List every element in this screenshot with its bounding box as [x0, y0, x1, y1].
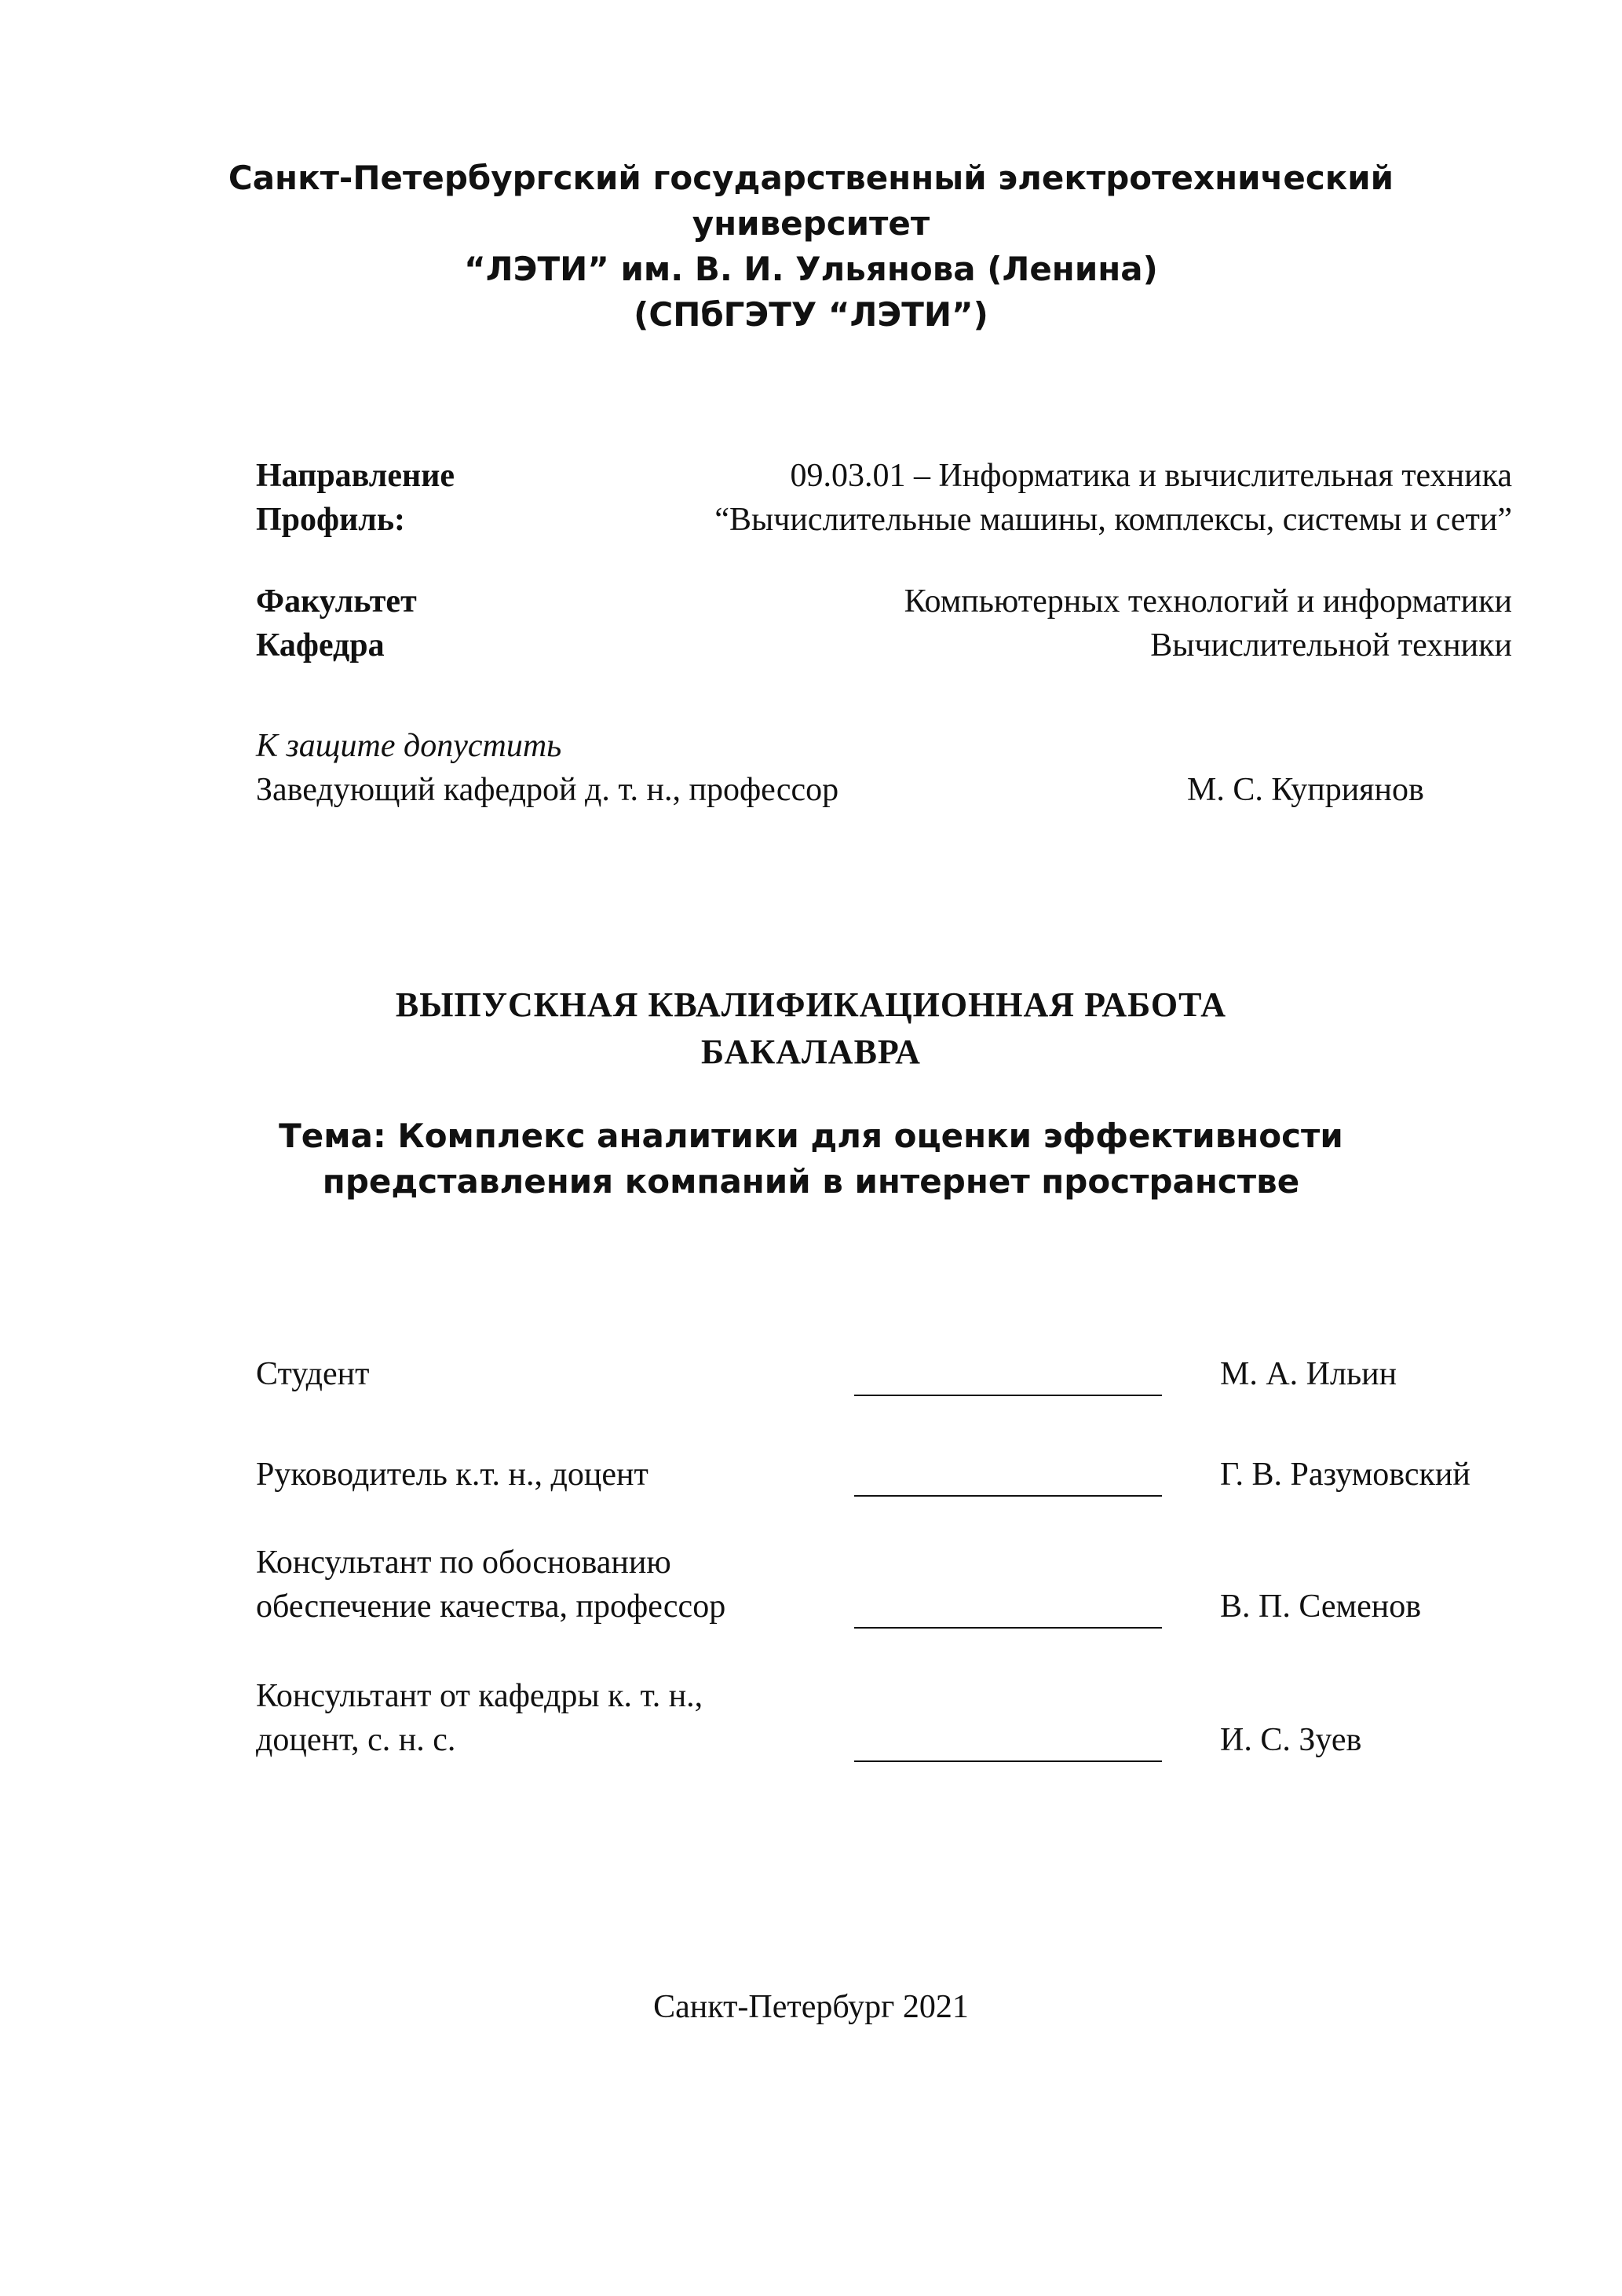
university-abbreviation: (СПбГЭТУ “ЛЭТИ”): [634, 295, 988, 334]
signature-role: Консультант по обоснованию: [256, 1545, 671, 1581]
signature-role: Консультант от кафедры к. т. н.,: [256, 1678, 703, 1714]
work-theme-line2: представления компаний в интернет пространстве: [322, 1162, 1300, 1201]
university-name-line1: Санкт-Петербургский государственный электротехнический: [228, 159, 1394, 197]
direction-value: 09.03.01 – Информатика и вычислительная техника: [790, 458, 1512, 494]
signature-role: Руководитель к.т. н., доцент: [256, 1457, 648, 1493]
signature-name: М. А. Ильин: [1220, 1356, 1397, 1392]
university-header: [0, 155, 1622, 338]
signature-name: И. С. Зуев: [1220, 1722, 1362, 1758]
signature-line: [854, 1627, 1162, 1629]
department-value: Вычислительной техники: [1150, 627, 1512, 664]
work-title: [0, 982, 1622, 1076]
signature-name: В. П. Семенов: [1220, 1589, 1422, 1625]
work-title-line1: ВЫПУСКНАЯ КВАЛИФИКАЦИОННАЯ РАБОТА: [395, 985, 1227, 1024]
work-theme-line1: Тема: Комплекс аналитики для оценки эффективности: [279, 1117, 1343, 1155]
university-name-line2: университет: [692, 204, 930, 243]
profile-label: Профиль:: [256, 502, 406, 538]
work-theme: [0, 1113, 1622, 1205]
department-label: Кафедра: [256, 627, 385, 664]
city-year: Санкт-Петербург 2021: [653, 1989, 969, 2025]
direction-label: Направление: [256, 458, 455, 494]
signature-role-cont: доцент, с. н. с.: [256, 1722, 456, 1758]
faculty-value: Компьютерных технологий и информатики: [904, 583, 1512, 620]
signature-line: [854, 1760, 1162, 1762]
signature-role: Студент: [256, 1356, 370, 1392]
university-name-line3: “ЛЭТИ” им. В. И. Ульянова (Ленина): [464, 250, 1158, 288]
signature-role-cont: обеспечение качества, профессор: [256, 1589, 726, 1625]
profile-value: “Вычислительные машины, комплексы, системы и сети”: [714, 502, 1512, 538]
signature-line: [854, 1495, 1162, 1497]
signature-line: [854, 1395, 1162, 1396]
signature-name: Г. В. Разумовский: [1220, 1457, 1470, 1493]
approval-note: К защите допустить: [256, 728, 562, 764]
approval-role: Заведующий кафедрой д. т. н., профессор: [256, 772, 839, 808]
approval-name: М. С. Куприянов: [1187, 772, 1424, 808]
work-title-line2: БАКАЛАВРА: [701, 1033, 921, 1071]
faculty-label: Факультет: [256, 583, 417, 620]
